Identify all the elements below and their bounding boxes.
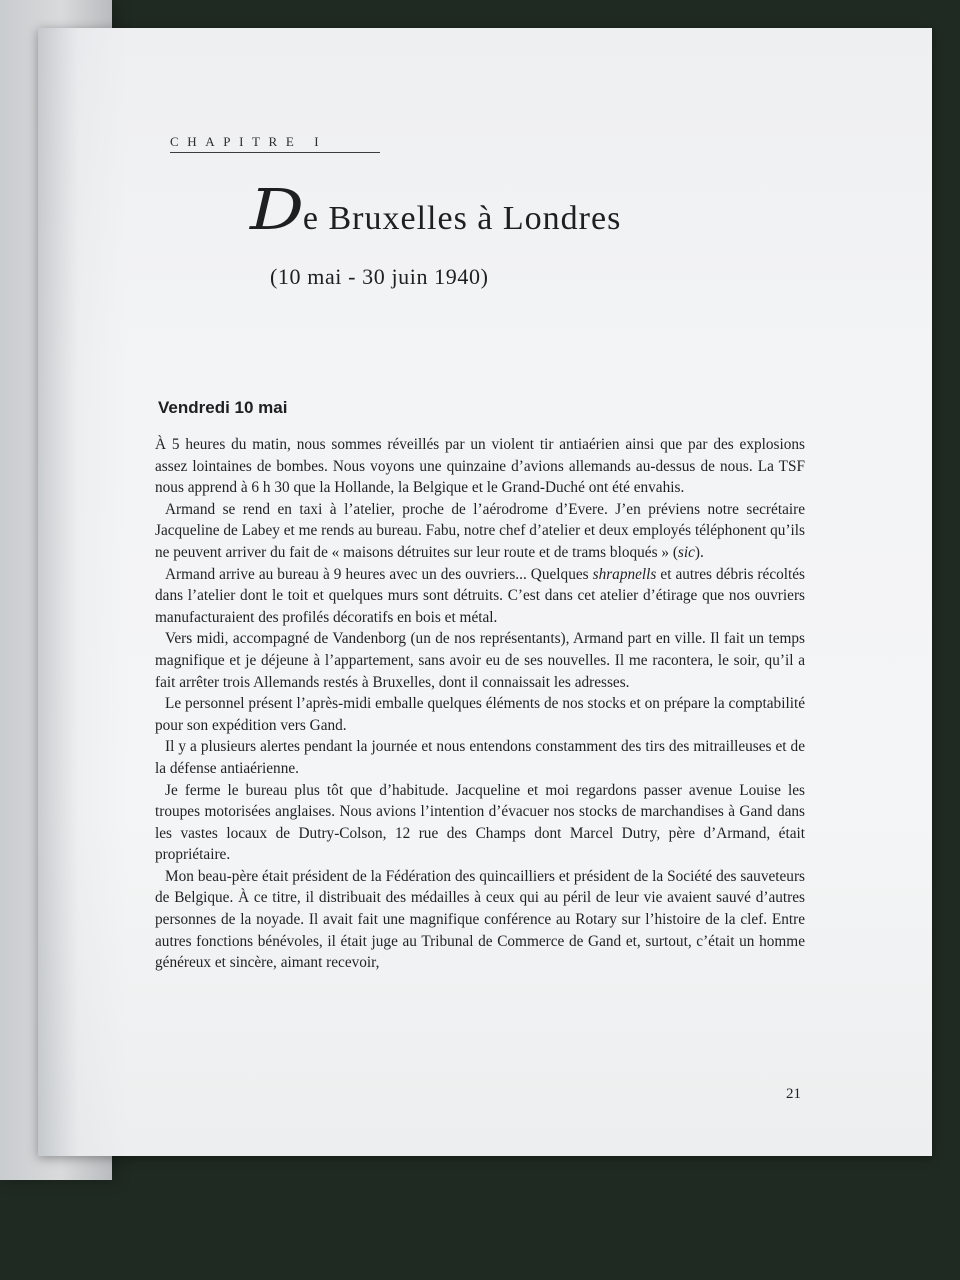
paragraph [155, 499, 805, 564]
chapter-title [250, 178, 621, 243]
italic-run: sic [677, 543, 695, 561]
text-run: Mon beau-père était président de la Fédération des quincailliers et président de la Société des sauveteurs de Belgique. À ce titre, il distribuait des médailles à ceux qui au péril de leur vie avaient sauvé d’autres personnes de la noyade. Il avait fait une magnifique conférence au Rotary sur l’histoire de la clef. Entre autres fonctions bénévoles, il était juge au Tribunal de Commerce de Gand et, surtout, c’était un homme généreux et sincère, aimant recevoir, [155, 867, 805, 972]
text-run: ). [694, 543, 704, 561]
paragraph [155, 736, 805, 779]
title-drop-initial: D [250, 178, 304, 243]
text-run: Armand se rend en taxi à l’atelier, proche de l’aérodrome d’Evere. J’en préviens notre secrétaire Jacqueline de Labey et me rends au bureau. Fabu, notre chef d’atelier et deux employés téléphonent qu’ils ne peuvent arriver du fait de « maisons détruites sur leur route et de trams bloqués » ( [155, 500, 805, 561]
paragraph [155, 866, 805, 974]
body-text [155, 434, 805, 974]
title-text: e Bruxelles à Londres [302, 200, 622, 237]
paragraph [155, 564, 805, 629]
paragraph [155, 780, 805, 866]
chapter-label: CHAPITRE I [170, 134, 380, 153]
paragraph [155, 628, 805, 693]
text-run: Armand arrive au bureau à 9 heures avec un des ouvriers... Quelques [165, 565, 593, 583]
text-run: Je ferme le bureau plus tôt que d’habitude. Jacqueline et moi regardons passer avenue Louise les troupes motorisées anglaises. Nous avions l’intention d’évacuer nos stocks de marchandises à Gand dans les vastes locaux de Dutry-Colson, 12 rue des Champs dont Marcel Dutry, père d’Armand, était propriétaire. [155, 781, 805, 864]
text-run: À 5 heures du matin, nous sommes réveillés par un violent tir antiaérien ainsi que par des explosions assez lointaines de bombes. Nous voyons une quinzaine d’avions allemands au-dessus de nous. La TSF nous apprend à 6 h 30 que la Hollande, la Belgique et le Grand-Duché ont été envahis. [155, 436, 805, 497]
chapter-subtitle: (10 mai - 30 juin 1940) [270, 264, 489, 289]
paragraph [155, 693, 805, 736]
italic-run: shrapnells [592, 565, 657, 583]
text-run: Il y a plusieurs alertes pendant la journée et nous entendons constamment des tirs des mitrailleuses et de la défense antiaérienne. [155, 738, 805, 777]
text-run: et autres débris récoltés dans l’atelier dont le toit et quelques murs sont détruits. C’est dans cet atelier d’étirage que nos ouvriers manufacturaient des profilés décoratifs en bois et métal. [155, 565, 805, 626]
paragraph [155, 434, 805, 499]
section-heading: Vendredi 10 mai [158, 398, 288, 417]
text-run: Le personnel présent l’après-midi emballe quelques éléments de nos stocks et on prépare la comptabilité pour son expédition vers Gand. [155, 695, 805, 734]
book-page [38, 28, 932, 1156]
page-number: 21 [786, 1086, 801, 1102]
gutter-shadow [38, 28, 128, 1156]
text-run: Vers midi, accompagné de Vandenborg (un de nos représentants), Armand part en ville. Il fait un temps magnifique et je déjeune à l’appartement, sans avoir eu de ses nouvelles. Il me racontera, le soir, qu’il a fait arrêter trois Allemands restés à Bruxelles, dont il connaissait les adresses. [155, 630, 805, 691]
